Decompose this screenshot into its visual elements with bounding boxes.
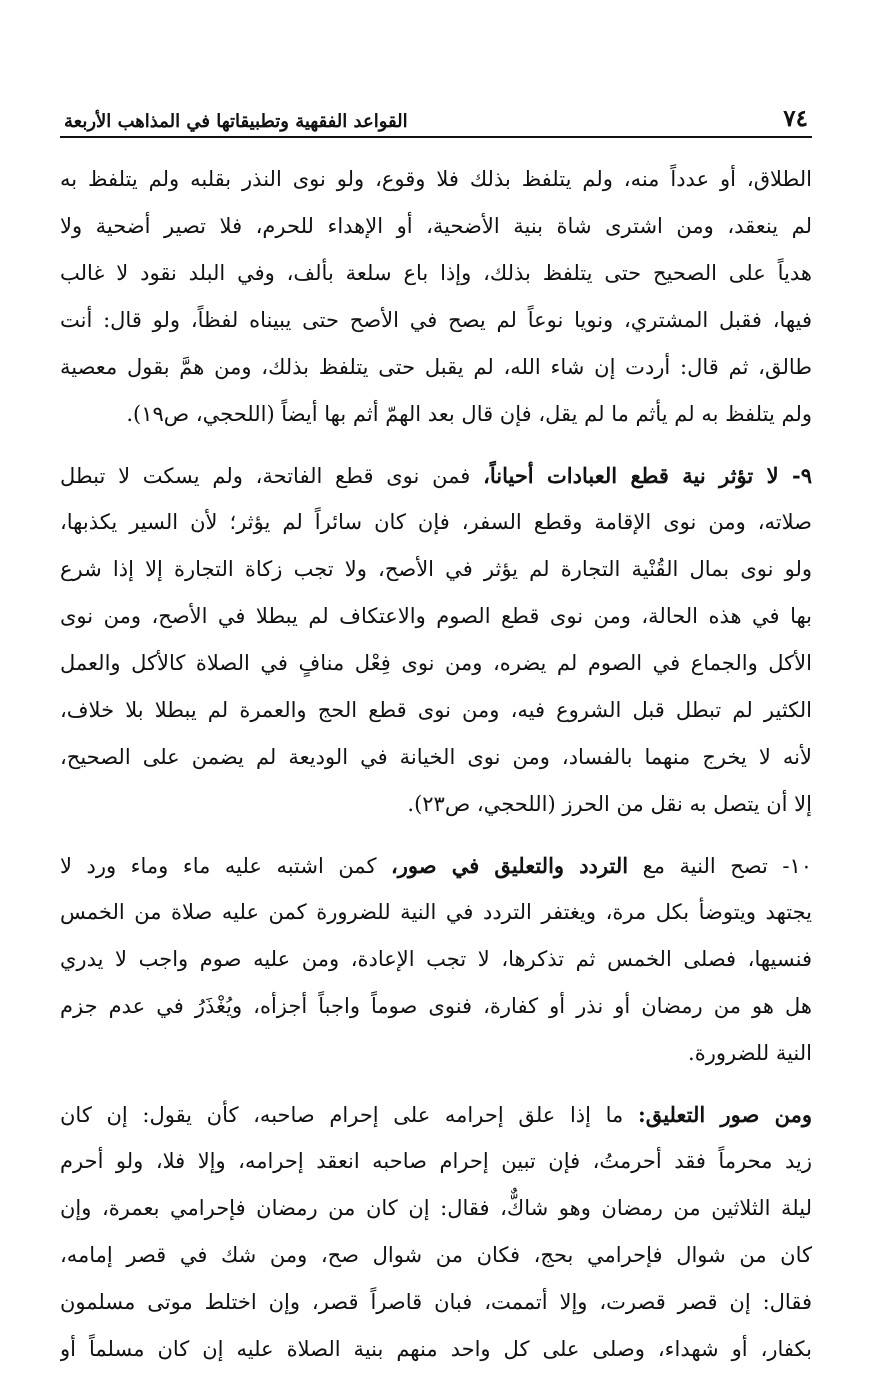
text-line: [60, 842, 812, 889]
paragraph: [60, 842, 812, 1077]
rule-heading: التردد والتعليق في صور،: [390, 853, 629, 878]
text-run: فمن نوى قطع الفاتحة، ولم يسكت لا تبطل: [60, 464, 484, 488]
text-line: [60, 1091, 812, 1138]
text-line: لم ينعقد، ومن اشترى شاة بنية الأضحية، أو الإهداء للحرم، فلا تصير أضحية ولا: [60, 214, 812, 238]
text-line: الكثير لم تبطل قبل الشروع فيه، ومن نوى قطع الحج والعمرة لم يبطلا بلا خلاف،: [60, 698, 812, 722]
running-header: [60, 98, 812, 138]
text-line: هل هو من رمضان أو نذر أو كفارة، فنوى صوماً واجباً أجزأه، ويُغْذَرُ في عدم جزم: [60, 994, 812, 1018]
text-line: ولم يتلفظ به لم يأثم ما لم يقل، فإن قال بعد الهمّ أثم بها أيضاً (اللحجي، ص١٩).: [126, 402, 812, 426]
rule-heading: ٩- لا تؤثر نية قطع العبادات أحياناً،: [483, 463, 812, 488]
text-run: كمن اشتبه عليه ماء وماء ورد لا: [60, 854, 391, 878]
text-line: فنسيها، فصلى الخمس ثم تذكرها، لا تجب الإعادة، ومن عليه صوم واجب لا يدري: [60, 947, 812, 971]
text-line: النية للضرورة.: [688, 1041, 812, 1065]
paragraph: [60, 452, 812, 828]
text-line: [60, 452, 812, 499]
text-run: ما إذا علق إحرامه على إحرام صاحبه، كأن يقول: إن كان: [60, 1103, 638, 1127]
paragraph: [60, 1091, 812, 1373]
text-line: بكفار، أو شهداء، وصلى على كل واحد منهم بنية الصلاة عليه إن كان مسلماً أو: [60, 1337, 812, 1361]
page-body: [60, 138, 812, 1373]
text-line: فقال: إن قصر قصرت، وإلا أتممت، فبان قاصراً قصر، وإن اختلط موتى مسلمون: [60, 1290, 812, 1314]
book-page: [60, 98, 812, 1373]
text-line: صلاته، ومن نوى الإقامة وقطع السفر، فإن كان سائراً لم يؤثر؛ لأن السير يكذبها،: [60, 510, 812, 534]
page-number: ٧٤: [783, 105, 808, 132]
text-line: يجتهد ويتوضأ بكل مرة، ويغتفر التردد في النية للضرورة كمن عليه صلاة من الخمس: [60, 900, 812, 924]
text-line: هدياً على الصحيح حتى يتلفظ بذلك، وإذا باع سلعة بألف، وفي البلد نقود لا غالب: [60, 261, 812, 285]
text-line: فيها، فقبل المشتري، ونويا نوعاً لم يصح في الأصح حتى يبيناه لفظاً، ولو قال: أنت: [60, 308, 812, 332]
text-line: الطلاق، أو عدداً منه، ولم يتلفظ بذلك فلا وقوع، ولو نوى النذر بقلبه ولم يتلفظ به: [60, 167, 812, 191]
text-line: لأنه لا يخرج منهما بالفساد، ومن نوى الخيانة في الوديعة لم يضمن على الصحيح،: [60, 745, 812, 769]
text-line: ليلة الثلاثين من رمضان وهو شاكٌّ، فقال: إن كان من رمضان فإحرامي بعمرة، وإن: [60, 1196, 812, 1220]
text-line: بها في هذه الحالة، ومن نوى قطع الصوم والاعتكاف لم يبطلا في الأصح، ومن نوى: [60, 604, 812, 628]
text-line: إلا أن يتصل به نقل من الحرز (اللحجي، ص٢٣).: [407, 792, 812, 816]
text-run: ١٠- تصح النية مع: [628, 854, 812, 878]
text-line: كان من شوال فإحرامي بحج، فكان من شوال صح، ومن شك في قصر إمامه،: [60, 1243, 812, 1267]
paragraph: [60, 156, 812, 438]
text-line: زيد محرماً فقد أحرمتُ، فإن تبين إحرام صاحبه انعقد إحرامه، وإلا فلا، ولو أحرم: [60, 1149, 812, 1173]
text-line: طالق، ثم قال: أردت إن شاء الله، لم يقبل حتى يتلفظ بذلك، ومن همَّ بقول معصية: [60, 355, 812, 379]
text-line: ولو نوى بمال القُنْية التجارة لم يؤثر في الأصح، ولا تجب زكاة التجارة إلا إذا شرع: [60, 557, 812, 581]
book-title: القواعد الفقهية وتطبيقاتها في المذاهب الأربعة: [64, 111, 408, 132]
section-lead: ومن صور التعليق:: [637, 1102, 812, 1127]
text-line: الأكل والجماع في الصوم لم يضره، ومن نوى فِعْل منافٍ في الصلاة كالأكل والعمل: [60, 651, 812, 675]
